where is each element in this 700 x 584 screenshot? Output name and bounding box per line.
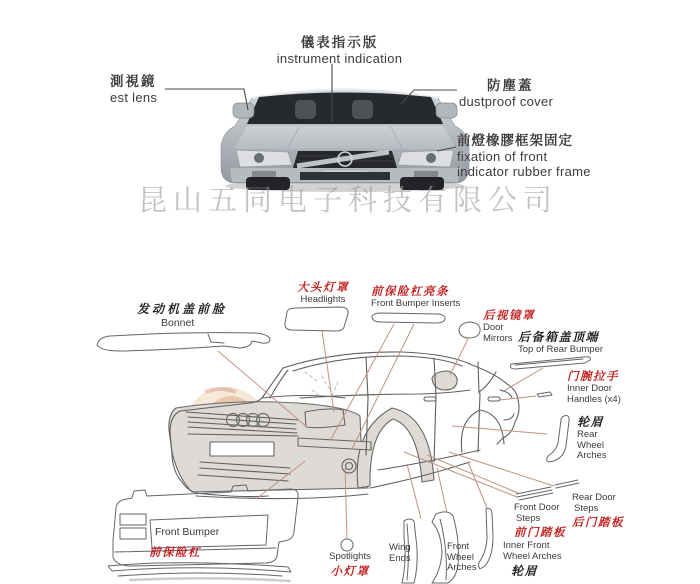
label-inner-door-handles-en2: Handles (x4) xyxy=(567,393,621,405)
label-front-indicator-frame xyxy=(457,129,591,179)
label-bonnet-en: Bonnet xyxy=(161,317,195,329)
label-rear-wheel-arches-en1: Rear xyxy=(577,429,598,440)
label-bonnet xyxy=(137,300,227,329)
label-headlights-en: Headlights xyxy=(300,294,346,305)
car-photo xyxy=(221,89,469,192)
label-front-indicator-frame-zh: 前燈橡膠框架固定 xyxy=(457,133,573,148)
label-dustproof-cover xyxy=(459,74,553,109)
label-front-wheel-arches-en3: Arches xyxy=(447,562,477,573)
label-instrument-indication-en: instrument indication xyxy=(276,51,403,66)
label-top-of-rear-bumper xyxy=(518,328,603,356)
label-front-bumper-zh: 前保险杠 xyxy=(149,547,201,559)
label-inner-door-handles xyxy=(567,368,621,405)
label-inner-front-wheel-arches-en1: Inner Front xyxy=(503,540,550,551)
label-front-door-steps-zh: 前门踏板 xyxy=(514,527,566,539)
label-dustproof-cover-zh: 防塵蓋 xyxy=(487,78,534,93)
label-front-wheel-arches-en2: Wheel xyxy=(447,551,474,563)
label-rear-door-steps-en1: Rear Door xyxy=(572,492,616,503)
label-wing-ends-en1: Wing xyxy=(389,542,411,553)
label-front-wheel-arches xyxy=(447,542,477,574)
label-front-door-steps-en1: Front Door xyxy=(514,502,560,513)
label-rear-door-steps-en2: Steps xyxy=(574,502,599,514)
label-rear-wheel-arches xyxy=(577,413,607,462)
label-instrument-indication-zh: 儀表指示版 xyxy=(300,35,379,50)
label-front-bumper-inserts-en: Front Bumper Inserts xyxy=(371,298,461,309)
label-rear-door-steps xyxy=(572,493,624,530)
label-rear-wheel-arches-en3: Arches xyxy=(577,450,607,461)
label-top-of-rear-bumper-en: Top of Rear Bumper xyxy=(518,344,604,355)
label-rear-wheel-arches-en2: Wheel xyxy=(577,439,604,451)
label-inner-door-handles-zh: 门腕拉手 xyxy=(567,371,619,383)
label-spotlights-en: Spotlights xyxy=(329,551,371,562)
label-front-door-steps xyxy=(514,503,566,540)
label-est-lens-en: est lens xyxy=(110,90,158,105)
label-bonnet-zh: 发动机盖前脸 xyxy=(137,302,228,316)
label-est-lens xyxy=(110,70,157,105)
label-headlights-zh: 大头灯罩 xyxy=(297,282,349,294)
label-rear-door-steps-zh: 后门踏板 xyxy=(572,517,624,529)
label-dustproof-cover-en: dustproof cover xyxy=(459,94,554,109)
label-inner-front-wheel-arches-en2: Wheel Arches xyxy=(503,550,562,562)
label-headlights xyxy=(288,279,358,306)
label-rear-wheel-arches-zh: 轮眉 xyxy=(577,415,605,429)
label-spotlights xyxy=(320,552,380,579)
label-front-bumper-inserts xyxy=(371,283,460,310)
label-wing-ends-en2: Ends xyxy=(389,552,411,564)
label-front-indicator-frame-en2: indicator rubber frame xyxy=(457,164,591,179)
label-instrument-indication xyxy=(262,31,417,66)
label-front-wheel-arches-en1: Front xyxy=(447,541,470,552)
label-front-bumper xyxy=(149,526,219,560)
label-spotlights-zh: 小灯罩 xyxy=(330,565,370,578)
label-inner-front-wheel-arches-zh: 轮眉 xyxy=(511,564,539,578)
label-wing-ends xyxy=(389,543,411,564)
label-front-bumper-inserts-zh: 前保险杠亮条 xyxy=(371,286,449,298)
label-front-bumper-en: Front Bumper xyxy=(155,526,220,538)
company-watermark: 昆山五同电子科技有限公司 xyxy=(138,185,559,217)
label-door-mirrors-en1: Door xyxy=(483,322,504,333)
label-front-door-steps-en2: Steps xyxy=(516,512,541,524)
label-est-lens-zh: 測視鏡 xyxy=(110,74,157,89)
label-door-mirrors-en2: Mirrors xyxy=(483,332,513,344)
label-inner-front-wheel-arches xyxy=(503,541,562,579)
label-top-of-rear-bumper-zh: 后备箱盖顶端 xyxy=(518,330,600,344)
label-inner-door-handles-en1: Inner Door xyxy=(567,383,612,394)
label-door-mirrors-zh: 后视镜罩 xyxy=(483,310,535,322)
label-front-indicator-frame-en1: fixation of front xyxy=(457,149,548,164)
